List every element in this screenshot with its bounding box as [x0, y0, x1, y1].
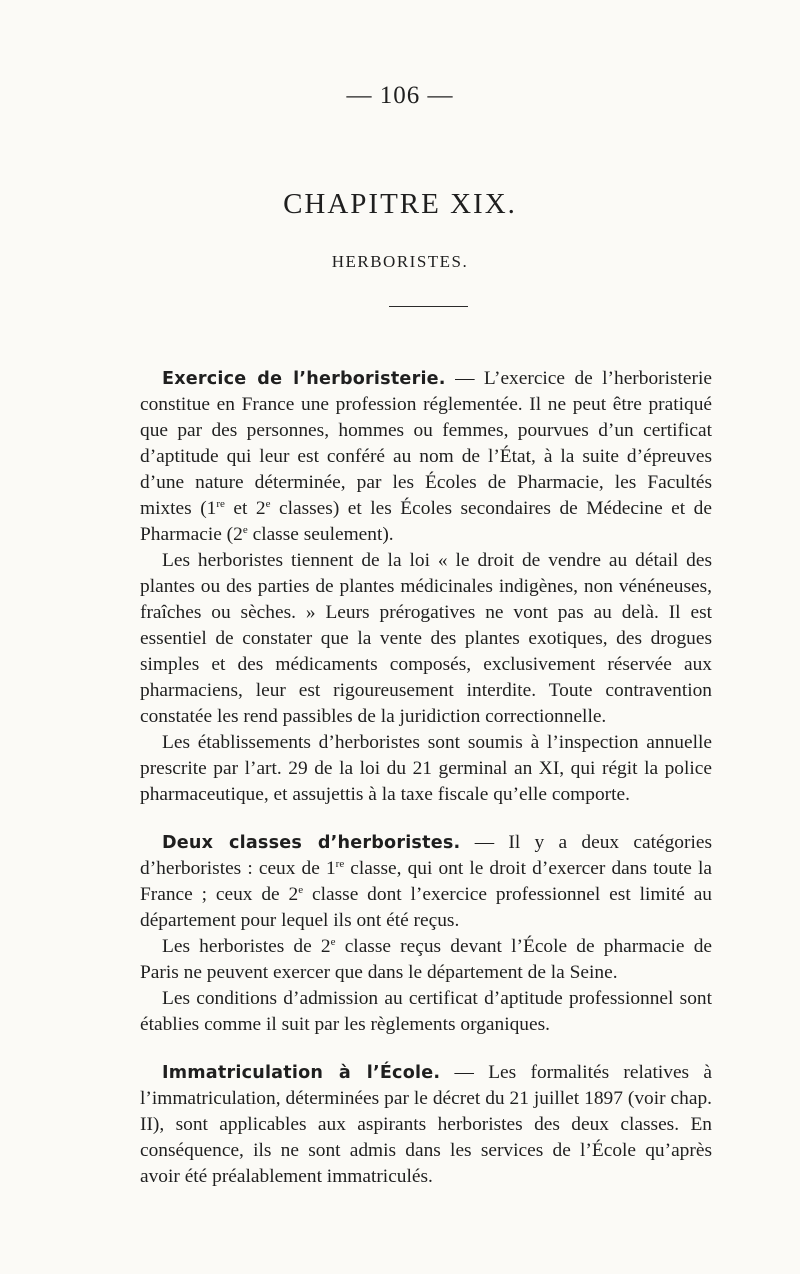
text-run: Les herboristes tiennent de la loi « le droit de vendre au détail des plantes ou des parties de plantes médicinales indigènes, non vénéneuses, fraîches ou sèches. » Leurs prérogatives ne vont pas au delà. Il est essentiel de constater que la vente des plantes exotiques, des drogues simples et des médicaments composés, exclusivement réservée aux pharmaciens, leur est rigoureusement interdite. Toute contravention constatée les rend passibles de la juridiction correctionnelle. [140, 550, 712, 727]
chapter-title: CHAPITRE XIX. [283, 188, 517, 220]
section-paragraph-lead [140, 366, 712, 548]
section-divider [389, 306, 468, 307]
text-run: Les herboristes de 2 [162, 936, 331, 957]
superscript: e [265, 498, 271, 510]
section-heading: Immatriculation à l’École. [162, 1063, 441, 1083]
text-run: classe reçus devant l’École de pharmacie de Paris ne peuvent exercer que dans le département de la Seine. [140, 936, 712, 983]
text-run: classe dont l’exercice professionnel est limité au département pour lequel ils ont été reçus. [140, 884, 712, 931]
body-text [140, 366, 712, 1190]
chapter-subtitle: HERBORISTES. [331, 252, 469, 271]
paragraph [140, 934, 712, 986]
text-run: — L’exercice de l’herboristerie constitue en France une profession réglementée. Il ne peut être pratiqué que par des personnes, hommes ou femmes, pourvues d’un certificat d’aptitude qui leur est conféré au nom de l’État, à la suite d’épreuves d’une nature déterminée, par les Écoles de Pharmacie, les Facultés mixtes (1 [140, 368, 712, 519]
section-heading: Exercice de l’herboristerie. [162, 369, 446, 389]
text-run: Les conditions d’admission au certificat d’aptitude professionnel sont établies comme il suit par les règlements organiques. [140, 988, 712, 1035]
section-heading: Deux classes d’herboristes. [162, 833, 461, 853]
superscript: e [330, 936, 336, 948]
section-paragraph-lead [140, 1060, 712, 1190]
text-run: classes) et les Écoles secondaires de Médecine et de Pharmacie (2 [140, 498, 712, 545]
paragraph [140, 730, 712, 808]
superscript: re [335, 858, 345, 870]
text-run: — Les formalités relatives à l’immatriculation, déterminées par le décret du 21 juillet 1897 (voir chap. II), sont applicables aux aspirants herboristes des deux classes. En conséquence, ils ne sont admis dans les services de l’École qu’après avoir été préalablement immatriculés. [140, 1062, 712, 1187]
page-number: — 106 — [346, 82, 454, 109]
text-run: et 2 [224, 498, 266, 519]
text-run: Les établissements d’herboristes sont soumis à l’inspection annuelle prescrite par l’art. 29 de la loi du 21 germinal an XI, qui régit la police pharmaceutique, et assujettis à la taxe fiscale qu’elle comporte. [140, 732, 712, 805]
text-run: classe, qui ont le droit d’exercer dans toute la France ; ceux de 2 [140, 858, 712, 905]
paragraph [140, 986, 712, 1038]
section-paragraph-lead [140, 830, 712, 934]
text-run: classe seulement). [247, 524, 394, 545]
text-run: — Il y a deux catégories d’herboristes : ceux de 1 [140, 832, 712, 879]
paragraph [140, 548, 712, 730]
superscript: e [242, 524, 248, 536]
superscript: e [298, 884, 304, 896]
superscript: re [216, 498, 225, 510]
